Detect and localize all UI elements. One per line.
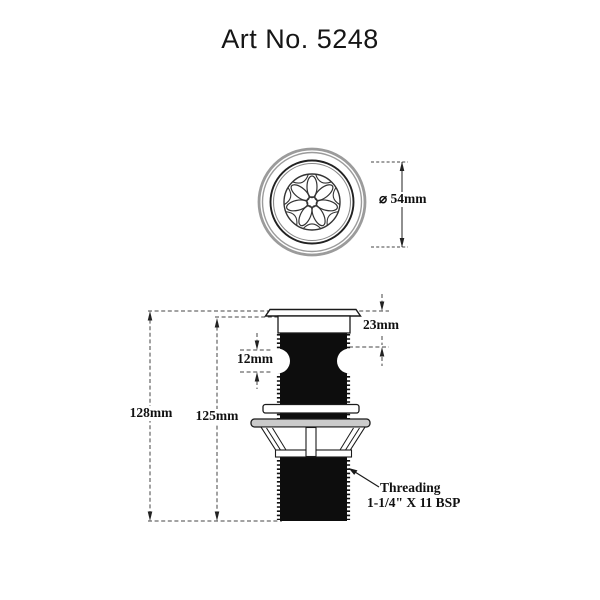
side-view-drawing	[148, 294, 389, 521]
flange-neck	[278, 316, 350, 333]
arrowhead-down-icon	[400, 238, 405, 248]
diameter-label: ⌀ 54mm	[379, 191, 427, 206]
petal-pattern	[281, 170, 346, 235]
backnut-flange	[251, 419, 370, 427]
top-flange	[266, 310, 361, 317]
outer-rim-ring	[259, 149, 365, 255]
inner-rim-ring	[271, 161, 354, 244]
head-depth-label: 23mm	[363, 317, 399, 332]
backnut-center-post	[306, 428, 316, 457]
body-height-label: 125mm	[195, 408, 239, 423]
arrowhead-up-icon	[400, 162, 405, 172]
threading-note-line2: 1-1/4" X 11 BSP	[367, 495, 461, 510]
page-title: Art No. 5248	[221, 24, 379, 54]
overflow-slot-label: 12mm	[237, 351, 273, 366]
threading-note-line1: Threading	[380, 480, 441, 495]
overall-height-label: 128mm	[129, 405, 173, 420]
washer	[263, 405, 359, 414]
overflow-slot-right	[337, 349, 362, 374]
